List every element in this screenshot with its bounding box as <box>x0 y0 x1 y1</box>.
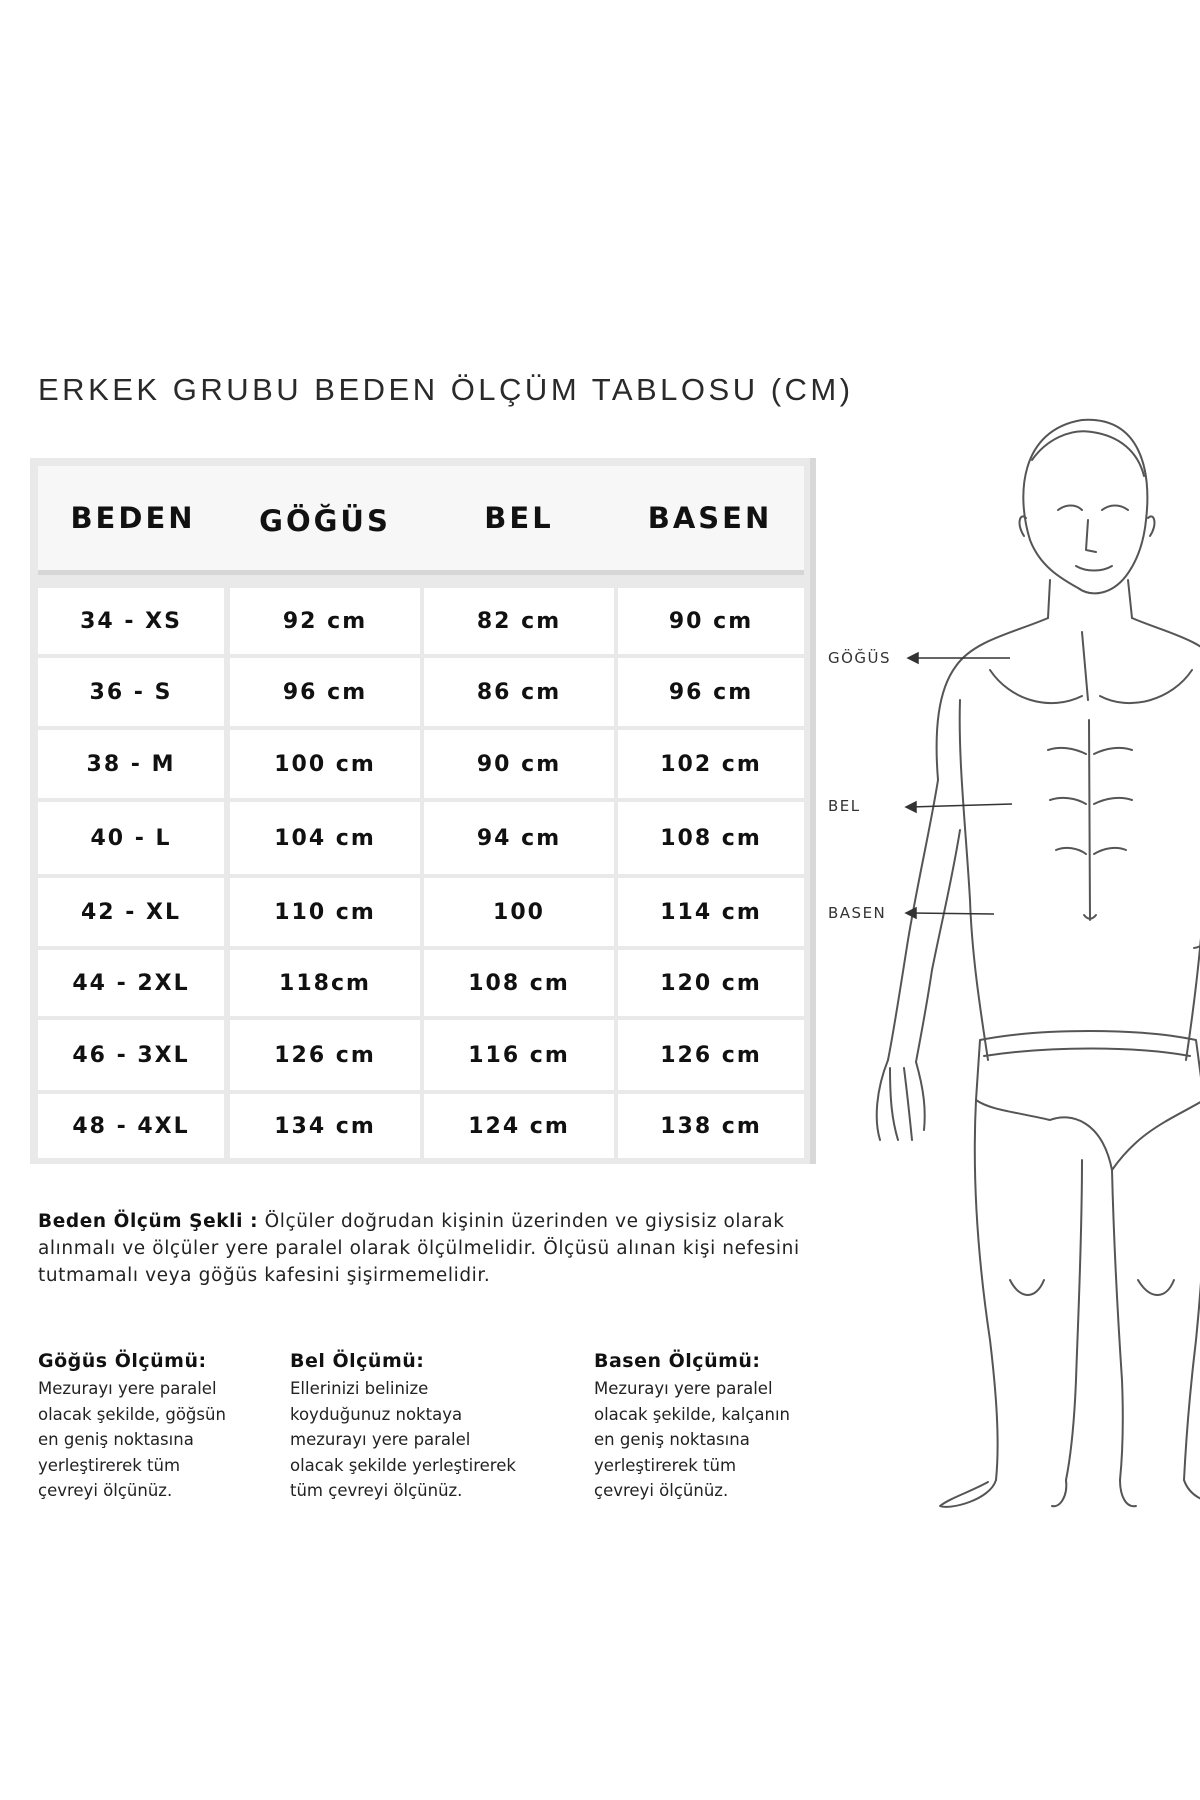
cell-hip: 138 cm <box>618 1094 804 1158</box>
hip-note-text <box>594 1376 790 1504</box>
waist-note-text <box>290 1376 516 1504</box>
note-line: mezurayı yere paralel <box>290 1430 471 1449</box>
header-chest: GÖĞÜS <box>259 504 391 538</box>
cell-waist: 100 <box>424 878 614 946</box>
note-line: çevreyi ölçünüz. <box>38 1481 173 1500</box>
size-table <box>30 458 816 1164</box>
measurement-method <box>38 1208 828 1289</box>
cell-waist: 124 cm <box>424 1094 614 1158</box>
note-line: Mezurayı yere paralel <box>594 1379 773 1398</box>
cell-hip: 120 cm <box>618 950 804 1016</box>
cell-size: 46 - 3XL <box>38 1020 224 1090</box>
chest-note <box>38 1350 226 1504</box>
note-line: en geniş noktasına <box>594 1430 750 1449</box>
measurement-arrows <box>820 400 1200 1520</box>
cell-hip: 114 cm <box>618 878 804 946</box>
header-size: BEDEN <box>70 501 196 535</box>
waist-note-title: Bel Ölçümü: <box>290 1350 425 1372</box>
cell-chest: 126 cm <box>230 1020 420 1090</box>
cell-waist: 82 cm <box>424 588 614 654</box>
hip-arrow <box>910 913 994 914</box>
cell-size: 34 - XS <box>38 588 224 654</box>
cell-waist: 116 cm <box>424 1020 614 1090</box>
cell-size: 36 - S <box>38 658 224 726</box>
cell-size: 38 - M <box>38 730 224 798</box>
cell-waist: 86 cm <box>424 658 614 726</box>
note-line: yerleştirerek tüm <box>594 1455 737 1475</box>
cell-waist: 108 cm <box>424 950 614 1016</box>
cell-waist: 90 cm <box>424 730 614 798</box>
cell-size: 40 - L <box>38 802 224 874</box>
cell-chest: 92 cm <box>230 588 420 654</box>
method-label: Beden Ölçüm Şekli : <box>38 1211 259 1232</box>
cell-waist: 94 cm <box>424 802 614 874</box>
cell-chest: 110 cm <box>230 878 420 946</box>
header-hip: BASEN <box>647 501 773 535</box>
note-line: Ellerinizi belinize <box>290 1379 429 1398</box>
cell-size: 48 - 4XL <box>38 1094 224 1158</box>
label-waist: BEL <box>828 797 861 815</box>
note-line: yerleştirerek tüm <box>38 1455 181 1475</box>
label-chest: GÖĞÜS <box>828 649 892 667</box>
label-hip: BASEN <box>828 904 887 922</box>
cell-chest: 118cm <box>230 950 420 1016</box>
note-line: çevreyi ölçünüz. <box>594 1481 729 1500</box>
method-text: Ölçüler doğrudan kişinin üzerinden ve giysisiz olarak alınmalı ve ölçüler yere paralel olarak ölçülmelidir. Ölçüsü alınan kişi nefesini tutmamalı veya göğüs kafesini şişirmemelidir. <box>38 1211 800 1286</box>
cell-hip: 96 cm <box>618 658 804 726</box>
chest-note-text <box>38 1376 226 1504</box>
cell-chest: 100 cm <box>230 730 420 798</box>
waist-arrowhead <box>906 802 916 812</box>
hip-arrowhead <box>906 908 916 918</box>
waist-note <box>290 1350 516 1504</box>
note-line: olacak şekilde yerleştirerek <box>290 1455 516 1475</box>
cell-hip: 102 cm <box>618 730 804 798</box>
cell-hip: 108 cm <box>618 802 804 874</box>
chest-arrowhead <box>908 653 918 663</box>
cell-size: 42 - XL <box>38 878 224 946</box>
note-line: olacak şekilde, kalçanın <box>594 1404 791 1424</box>
table-header <box>38 466 804 575</box>
note-line: tüm çevreyi ölçünüz. <box>290 1481 463 1500</box>
waist-arrow <box>910 804 1012 807</box>
note-line: en geniş noktasına <box>38 1430 194 1449</box>
body-diagram <box>820 400 1200 1520</box>
cell-hip: 90 cm <box>618 588 804 654</box>
cell-chest: 96 cm <box>230 658 420 726</box>
cell-chest: 104 cm <box>230 802 420 874</box>
note-line: Mezurayı yere paralel <box>38 1379 217 1398</box>
chest-note-title: Göğüs Ölçümü: <box>38 1350 207 1372</box>
hip-note <box>594 1350 790 1504</box>
note-line: koyduğunuz noktaya <box>290 1404 463 1424</box>
page-title: ERKEK GRUBU BEDEN ÖLÇÜM TABLOSU (CM) <box>38 372 854 407</box>
hip-note-title: Basen Ölçümü: <box>594 1350 761 1372</box>
cell-hip: 126 cm <box>618 1020 804 1090</box>
cell-chest: 134 cm <box>230 1094 420 1158</box>
cell-size: 44 - 2XL <box>38 950 224 1016</box>
note-line: olacak şekilde, göğsün <box>38 1404 226 1424</box>
header-waist: BEL <box>484 501 554 535</box>
